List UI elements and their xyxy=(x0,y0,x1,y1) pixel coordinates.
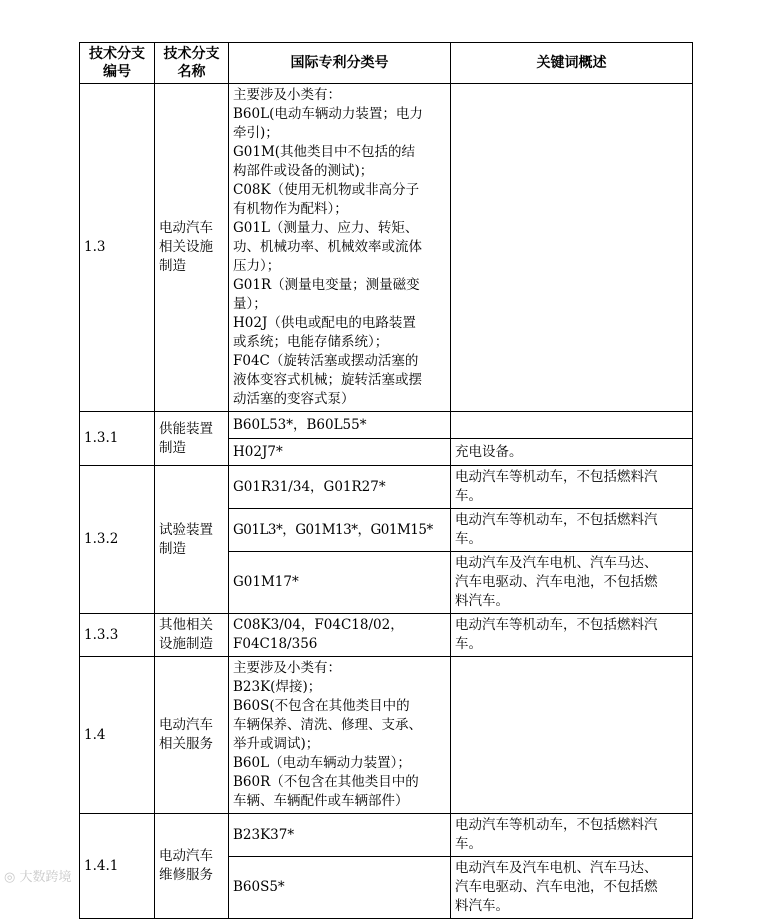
ipc-cell xyxy=(229,439,451,466)
text-line: H02J（供电或配电的电路装置 xyxy=(233,315,416,331)
text-line: 电动汽车及汽车电机、汽车马达、 xyxy=(455,555,658,571)
text-line: 量）； xyxy=(233,296,267,312)
text-line: 汽车电驱动、汽车电池，不包括燃 xyxy=(455,574,658,590)
branch-name xyxy=(155,657,229,814)
branch-name xyxy=(155,614,229,657)
keywords-cell xyxy=(451,657,693,814)
ipc-cell xyxy=(229,412,451,439)
text-line: 电动汽车等机动车，不包括燃料汽 xyxy=(455,469,658,485)
text-line: 电动汽车等机动车，不包括燃料汽 xyxy=(455,512,658,528)
ipc-cell xyxy=(229,84,451,412)
table-row xyxy=(80,657,693,814)
text-line: 供能装置 xyxy=(159,420,213,437)
text-line: 电动汽车及汽车电机、汽车马达、 xyxy=(455,860,658,876)
header-text: 技术分支 xyxy=(163,46,220,62)
text-line: B23K37* xyxy=(233,826,295,843)
ipc-cell xyxy=(229,814,451,857)
text-line: 车。 xyxy=(455,836,482,852)
text-line: 电动汽车 xyxy=(159,848,213,864)
table-row xyxy=(80,466,693,509)
branch-name xyxy=(155,84,229,412)
text-line: G01R（测量电变量；测量磁变 xyxy=(233,277,420,293)
ipc-cell xyxy=(229,857,451,919)
text-line: G01R31/34，G01R27* xyxy=(233,478,386,495)
text-line: 主要涉及小类有： xyxy=(233,87,341,103)
table-row xyxy=(80,412,693,439)
text-line: 有机物作为配料）； xyxy=(233,201,348,217)
branch-number: 1.3.1 xyxy=(80,412,155,466)
text-line: B60L53*，B60L55* xyxy=(233,416,367,433)
keywords-cell xyxy=(451,412,693,439)
text-line: 压力）； xyxy=(233,258,281,274)
text-line: 试验装置 xyxy=(159,521,213,538)
keywords-cell xyxy=(451,857,693,919)
text-line: 车辆保养、清洗、修理、支承、 xyxy=(233,717,422,733)
text-line: 充电设备。 xyxy=(455,443,523,460)
header-branch-number xyxy=(80,43,155,84)
header-branch-name xyxy=(155,43,229,84)
text-line: 构部件或设备的测试)； xyxy=(233,163,374,179)
table-row xyxy=(80,84,693,412)
text-line: 维修服务 xyxy=(159,867,213,883)
watermark xyxy=(4,866,72,885)
text-line: B60R（不包含在其他类目中的 xyxy=(233,774,419,790)
text-line: G01L（测量力、应力、转矩、 xyxy=(233,220,419,236)
keywords-cell xyxy=(451,439,693,466)
branch-number: 1.3.3 xyxy=(80,614,155,657)
watermark-logo-icon: ◎ xyxy=(4,870,16,885)
text-line: 车。 xyxy=(455,488,482,504)
text-line: 液体变容式机械；旋转活塞或摆 xyxy=(233,372,422,388)
keywords-cell xyxy=(451,614,693,657)
text-line: 或系统；电能存储系统）； xyxy=(233,334,389,350)
branch-number: 1.3.2 xyxy=(80,466,155,614)
text-line: 其他相关 xyxy=(159,617,213,633)
text-line: 相关设施 xyxy=(159,239,213,255)
branch-name xyxy=(155,814,229,919)
table-header-row xyxy=(80,43,693,84)
text-line: C08K（使用无机物或非高分子 xyxy=(233,182,420,198)
text-line: 电动汽车 xyxy=(159,717,213,733)
text-line: B60L(电动车辆动力装置；电力 xyxy=(233,106,423,122)
keywords-cell xyxy=(451,552,693,614)
text-line: G01M17* xyxy=(233,574,299,590)
branch-name xyxy=(155,466,229,614)
branch-number: 1.3 xyxy=(80,84,155,412)
ipc-cell xyxy=(229,466,451,509)
ipc-cell xyxy=(229,657,451,814)
ipc-cell xyxy=(229,552,451,614)
text-line: 车。 xyxy=(455,636,482,652)
text-line: 料汽车。 xyxy=(455,898,509,914)
header-keywords: 关键词概述 xyxy=(451,43,693,84)
text-line: G01M(其他类目中不包括的结 xyxy=(233,144,416,160)
keywords-cell xyxy=(451,84,693,412)
text-line: C08K3/04，F04C18/02， xyxy=(233,617,404,633)
watermark-text: 大数跨境 xyxy=(19,870,72,885)
text-line: F04C18/356 xyxy=(233,636,318,652)
header-text: 名称 xyxy=(177,64,206,80)
text-line: B60S5* xyxy=(233,879,285,895)
text-line: 设施制造 xyxy=(159,636,213,652)
ipc-cell xyxy=(229,509,451,552)
text-line: 车。 xyxy=(455,531,482,547)
ipc-cell xyxy=(229,614,451,657)
text-line: 举升或调试)； xyxy=(233,736,320,752)
text-line: 车辆、车辆配件或车辆部件） xyxy=(233,793,409,809)
table-row xyxy=(80,614,693,657)
text-line: 牵引)； xyxy=(233,125,279,141)
text-line: 制造 xyxy=(159,540,186,557)
text-line: 功、机械功率、机械效率或流体 xyxy=(233,239,422,255)
text-line: G01L3*，G01M13*，G01M15* xyxy=(233,521,433,538)
header-ipc: 国际专利分类号 xyxy=(229,43,451,84)
text-line: 制造 xyxy=(159,439,186,456)
text-line: 料汽车。 xyxy=(455,593,509,609)
text-line: 电动汽车 xyxy=(159,220,213,236)
text-line: 制造 xyxy=(159,258,186,274)
header-text: 技术分支 xyxy=(89,46,145,62)
text-line: 主要涉及小类有： xyxy=(233,660,341,676)
branch-name xyxy=(155,412,229,466)
keywords-cell xyxy=(451,466,693,509)
keywords-cell xyxy=(451,509,693,552)
text-line: B60L（电动车辆动力装置）； xyxy=(233,755,411,771)
text-line: F04C（旋转活塞或摆动活塞的 xyxy=(233,353,419,369)
keywords-cell xyxy=(451,814,693,857)
branch-number: 1.4.1 xyxy=(80,814,155,919)
header-text: 编号 xyxy=(103,64,131,80)
text-line: B23K(焊接)； xyxy=(233,679,322,695)
text-line: H02J7* xyxy=(233,443,283,460)
table-row xyxy=(80,814,693,857)
text-line: 电动汽车等机动车，不包括燃料汽 xyxy=(455,617,658,633)
classification-table xyxy=(79,42,693,919)
text-line: 电动汽车等机动车，不包括燃料汽 xyxy=(455,817,658,833)
text-line: 汽车电驱动、汽车电池，不包括燃 xyxy=(455,879,658,895)
text-line: B60S(不包含在其他类目中的 xyxy=(233,698,410,714)
branch-number: 1.4 xyxy=(80,657,155,814)
text-line: 动活塞的变容式泵） xyxy=(233,391,355,407)
text-line: 相关服务 xyxy=(159,736,213,752)
